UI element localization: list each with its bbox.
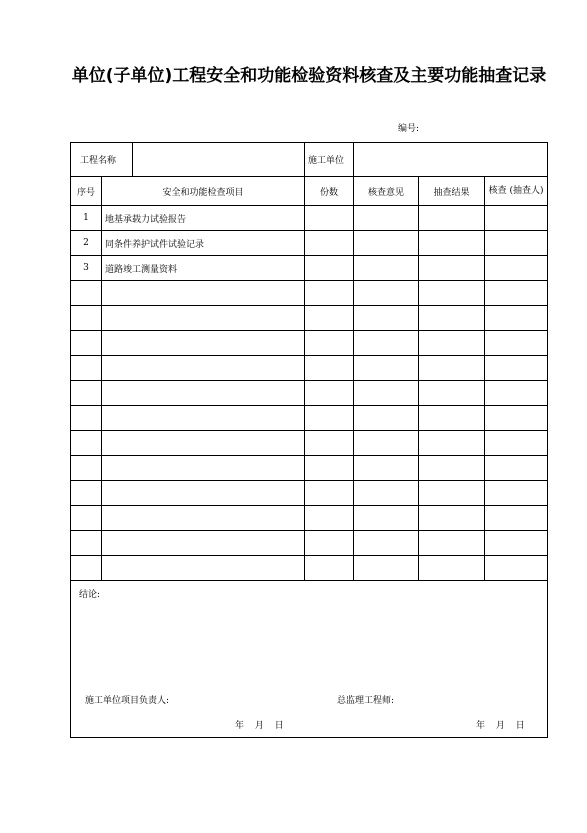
row-checker[interactable] [485, 306, 548, 331]
row-checker[interactable] [485, 331, 548, 356]
table-row [71, 356, 548, 381]
col-checker-header: 核查 (抽查人) [485, 177, 548, 206]
row-seq [71, 331, 102, 356]
row-opinion[interactable] [354, 356, 419, 381]
row-item [102, 356, 305, 381]
row-checker[interactable] [485, 281, 548, 306]
row-copies[interactable] [305, 256, 354, 281]
row-seq [71, 506, 102, 531]
row-seq [71, 531, 102, 556]
row-result[interactable] [419, 406, 485, 431]
col-item-header: 安全和功能检查项目 [102, 177, 305, 206]
item-rows [71, 206, 548, 581]
row-result[interactable] [419, 256, 485, 281]
row-seq [71, 381, 102, 406]
table-row [71, 256, 548, 281]
row-opinion[interactable] [354, 481, 419, 506]
row-seq [71, 481, 102, 506]
construction-unit-value[interactable] [354, 143, 548, 177]
table-row [71, 456, 548, 481]
row-item [102, 406, 305, 431]
date-left: 年 月 日 [235, 721, 284, 731]
col-copies-header: 份数 [305, 177, 354, 206]
chief-supervisor-signature-label: 总监理工程师: [337, 696, 395, 706]
col-result-header: 抽查结果 [419, 177, 485, 206]
row-result[interactable] [419, 281, 485, 306]
row-checker[interactable] [485, 356, 548, 381]
table-row [71, 506, 548, 531]
construction-manager-signature-label: 施工单位项目负责人: [85, 696, 170, 706]
row-result[interactable] [419, 306, 485, 331]
row-copies[interactable] [305, 531, 354, 556]
row-result[interactable] [419, 531, 485, 556]
conclusion-cell[interactable] [71, 581, 548, 738]
row-seq [71, 431, 102, 456]
row-checker[interactable] [485, 481, 548, 506]
row-item [102, 431, 305, 456]
row-checker[interactable] [485, 556, 548, 581]
row-checker[interactable] [485, 381, 548, 406]
row-checker[interactable] [485, 256, 548, 281]
row-seq [71, 356, 102, 381]
construction-unit-label: 施工单位 [305, 143, 354, 177]
row-copies[interactable] [305, 281, 354, 306]
row-copies[interactable] [305, 506, 354, 531]
row-checker[interactable] [485, 531, 548, 556]
header-info-row [71, 143, 548, 177]
row-item: 道路竣工测量资料 [102, 256, 305, 281]
conclusion-row [71, 581, 548, 738]
row-result[interactable] [419, 381, 485, 406]
row-copies[interactable] [305, 306, 354, 331]
row-copies[interactable] [305, 331, 354, 356]
row-result[interactable] [419, 331, 485, 356]
column-header-row [71, 177, 548, 206]
row-opinion[interactable] [354, 381, 419, 406]
row-item [102, 331, 305, 356]
table-row [71, 406, 548, 431]
row-copies[interactable] [305, 356, 354, 381]
row-opinion[interactable] [354, 556, 419, 581]
row-opinion[interactable] [354, 281, 419, 306]
row-item [102, 481, 305, 506]
col-opinion-header: 核查意见 [354, 177, 419, 206]
row-opinion[interactable] [354, 331, 419, 356]
row-seq: 3 [71, 256, 102, 281]
table-row [71, 306, 548, 331]
row-copies[interactable] [305, 231, 354, 256]
row-item [102, 381, 305, 406]
row-copies[interactable] [305, 206, 354, 231]
row-copies[interactable] [305, 381, 354, 406]
row-opinion[interactable] [354, 256, 419, 281]
table-row [71, 381, 548, 406]
date-right: 年 月 日 [476, 721, 525, 731]
row-item: 地基承载力试验报告 [102, 206, 305, 231]
row-item [102, 456, 305, 481]
row-opinion[interactable] [354, 531, 419, 556]
row-copies[interactable] [305, 456, 354, 481]
row-opinion[interactable] [354, 456, 419, 481]
col-seq-header: 序号 [71, 177, 102, 206]
row-result[interactable] [419, 506, 485, 531]
row-checker[interactable] [485, 231, 548, 256]
row-result[interactable] [419, 431, 485, 456]
table-row [71, 281, 548, 306]
project-name-value[interactable] [133, 143, 305, 177]
row-item [102, 556, 305, 581]
row-item: 同条件养护试件试验记录 [102, 231, 305, 256]
row-checker[interactable] [485, 406, 548, 431]
row-item [102, 531, 305, 556]
row-opinion[interactable] [354, 406, 419, 431]
code-label: 编号: [398, 124, 420, 134]
row-seq: 1 [71, 206, 102, 231]
row-result[interactable] [419, 556, 485, 581]
row-opinion[interactable] [354, 206, 419, 231]
row-seq [71, 406, 102, 431]
row-checker[interactable] [485, 506, 548, 531]
row-seq [71, 306, 102, 331]
row-seq [71, 556, 102, 581]
row-result[interactable] [419, 456, 485, 481]
page-title: 单位(子单位)工程安全和功能检验资料核查及主要功能抽查记录 [71, 66, 547, 86]
row-opinion[interactable] [354, 231, 419, 256]
row-checker[interactable] [485, 431, 548, 456]
row-item [102, 281, 305, 306]
row-opinion[interactable] [354, 431, 419, 456]
conclusion-label: 结论: [79, 590, 101, 600]
table-row [71, 431, 548, 456]
project-name-label: 工程名称 [71, 143, 133, 177]
row-seq [71, 281, 102, 306]
table-row [71, 481, 548, 506]
table-row [71, 206, 548, 231]
row-item [102, 306, 305, 331]
row-result[interactable] [419, 231, 485, 256]
row-result[interactable] [419, 481, 485, 506]
row-copies[interactable] [305, 481, 354, 506]
row-item [102, 506, 305, 531]
row-copies[interactable] [305, 431, 354, 456]
inspection-form-table [70, 142, 548, 738]
table-row [71, 531, 548, 556]
row-seq [71, 456, 102, 481]
row-result[interactable] [419, 356, 485, 381]
row-seq: 2 [71, 231, 102, 256]
row-checker[interactable] [485, 206, 548, 231]
row-checker[interactable] [485, 456, 548, 481]
table-row [71, 556, 548, 581]
row-opinion[interactable] [354, 306, 419, 331]
row-opinion[interactable] [354, 506, 419, 531]
row-copies[interactable] [305, 556, 354, 581]
row-result[interactable] [419, 206, 485, 231]
table-row [71, 231, 548, 256]
row-copies[interactable] [305, 406, 354, 431]
table-row [71, 331, 548, 356]
